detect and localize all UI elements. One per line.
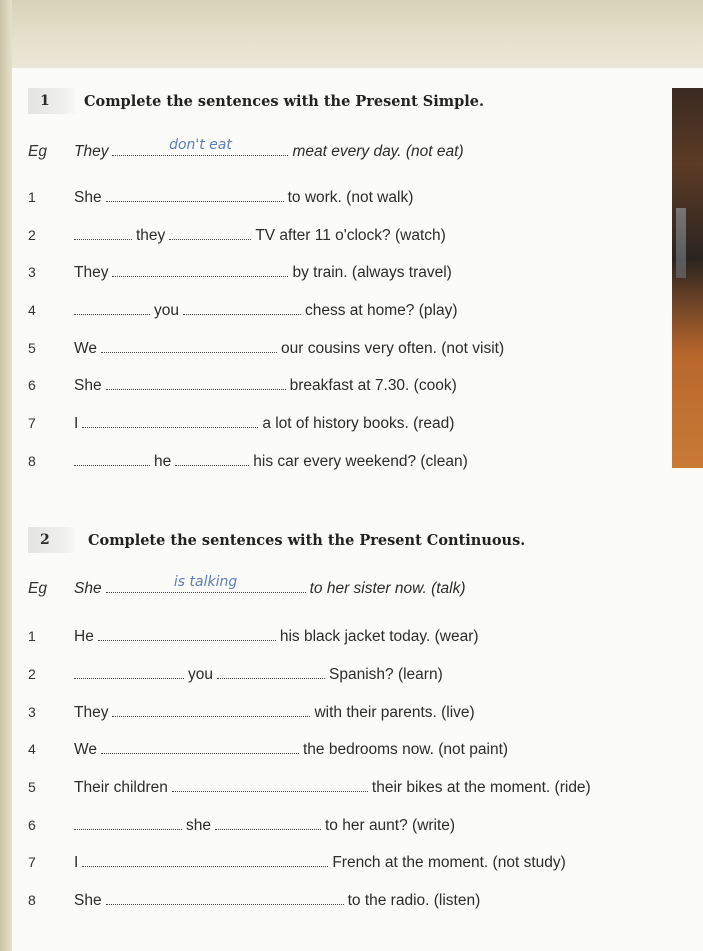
exercise-row	[28, 340, 504, 362]
exercise-row	[28, 628, 479, 650]
sentence-end: his car every weekend? (clean)	[253, 453, 468, 470]
subject: She	[74, 377, 102, 394]
sentence-end: Spanish? (learn)	[329, 666, 443, 683]
exercise-row	[28, 264, 452, 286]
answer-blank[interactable]	[106, 189, 284, 202]
sentence-end: to her aunt? (write)	[325, 817, 456, 834]
page-edge	[0, 0, 12, 951]
subject: you	[154, 302, 179, 319]
answer-blank[interactable]	[74, 227, 132, 240]
section-2-header	[28, 527, 525, 553]
example-answer: don't eat	[169, 137, 232, 153]
sentence-end: their bikes at the moment. (ride)	[371, 779, 591, 796]
item-number: 2	[28, 227, 36, 243]
exercise-row	[28, 189, 413, 211]
sentence-end: his black jacket today. (wear)	[279, 628, 479, 645]
exercise-row	[28, 453, 468, 475]
item-number: 3	[28, 264, 36, 280]
item-number: 3	[28, 704, 36, 720]
sentence-end: our cousins very often. (not visit)	[280, 340, 505, 357]
section-number: 2	[28, 527, 78, 553]
answer-blank[interactable]	[106, 892, 344, 905]
item-number: 6	[28, 377, 36, 393]
sentence-end: the bedrooms now. (not paint)	[302, 741, 509, 758]
item-number: 5	[28, 340, 36, 356]
page-top-shadow	[0, 0, 703, 68]
subject: She	[74, 892, 102, 909]
answer-blank[interactable]	[112, 264, 288, 277]
answer-blank[interactable]	[74, 302, 150, 315]
answer-blank[interactable]	[217, 666, 325, 679]
item-number: 2	[28, 666, 36, 682]
example-answer: is talking	[173, 574, 238, 590]
answer-blank[interactable]	[215, 817, 321, 830]
answer-blank[interactable]	[82, 415, 258, 428]
exercise-row	[28, 302, 458, 324]
item-number: 1	[28, 189, 36, 205]
sentence-end: chess at home? (play)	[305, 302, 458, 319]
subject: He	[74, 628, 94, 645]
answer-blank[interactable]	[112, 704, 310, 717]
sentence-end: a lot of history books. (read)	[262, 415, 455, 432]
subject: I	[74, 854, 79, 871]
exercise-row	[28, 227, 446, 249]
item-number: 5	[28, 779, 36, 795]
subject: you	[188, 666, 213, 683]
answer-blank[interactable]	[112, 137, 288, 156]
section-title: Complete the sentences with the Present Continuous.	[88, 531, 526, 549]
sentence-end: to her sister now. (talk)	[309, 580, 466, 597]
answer-blank[interactable]	[106, 574, 306, 593]
answer-blank[interactable]	[74, 453, 150, 466]
answer-blank[interactable]	[172, 779, 368, 792]
answer-blank[interactable]	[106, 377, 286, 390]
answer-blank[interactable]	[74, 817, 182, 830]
sentence-end: by train. (always travel)	[292, 264, 452, 281]
sentence-end: to the radio. (listen)	[347, 892, 481, 909]
answer-blank[interactable]	[74, 666, 184, 679]
exercise-row	[28, 415, 454, 437]
subject: They	[74, 704, 109, 721]
section-number: 1	[28, 88, 78, 114]
item-number: 8	[28, 892, 36, 908]
exercise-row	[28, 377, 457, 399]
sentence-end: French at the moment. (not study)	[332, 854, 566, 871]
item-number: 6	[28, 817, 36, 833]
sentence-end: TV after 11 o'clock? (watch)	[255, 227, 446, 244]
item-number: 1	[28, 628, 36, 644]
subject: They	[74, 264, 109, 281]
subject: Their children	[74, 779, 168, 796]
subject: he	[154, 453, 172, 470]
subject: We	[74, 741, 97, 758]
exercise-row	[28, 666, 443, 688]
sentence-end: meat every day. (not eat)	[292, 143, 464, 160]
item-number: 8	[28, 453, 36, 469]
exercise-row	[28, 741, 508, 763]
sentence-end: breakfast at 7.30. (cook)	[289, 377, 457, 394]
subject: she	[186, 817, 211, 834]
subject: We	[74, 340, 97, 357]
item-number: 7	[28, 415, 36, 431]
example-row	[28, 137, 464, 165]
subject: She	[74, 189, 102, 206]
item-number: 7	[28, 854, 36, 870]
exercise-row	[28, 854, 566, 876]
sentence-end: with their parents. (live)	[314, 704, 475, 721]
answer-blank[interactable]	[101, 741, 299, 754]
side-photo	[672, 88, 703, 468]
exercise-row	[28, 892, 480, 914]
subject: She	[74, 580, 102, 597]
answer-blank[interactable]	[183, 302, 301, 315]
sentence-end: to work. (not walk)	[287, 189, 414, 206]
answer-blank[interactable]	[175, 453, 249, 466]
example-label: Eg	[28, 580, 47, 597]
answer-blank[interactable]	[101, 340, 277, 353]
example-row	[28, 574, 466, 602]
section-title: Complete the sentences with the Present Simple.	[84, 92, 485, 110]
subject: I	[74, 415, 79, 432]
exercise-row	[28, 779, 591, 801]
subject: they	[136, 227, 166, 244]
item-number: 4	[28, 741, 36, 757]
exercise-row	[28, 704, 475, 726]
answer-blank[interactable]	[98, 628, 276, 641]
answer-blank[interactable]	[169, 227, 251, 240]
answer-blank[interactable]	[82, 854, 328, 867]
item-number: 4	[28, 302, 36, 318]
section-1-header	[28, 88, 484, 114]
example-label: Eg	[28, 143, 47, 160]
exercise-row	[28, 817, 455, 839]
subject: They	[74, 143, 109, 160]
